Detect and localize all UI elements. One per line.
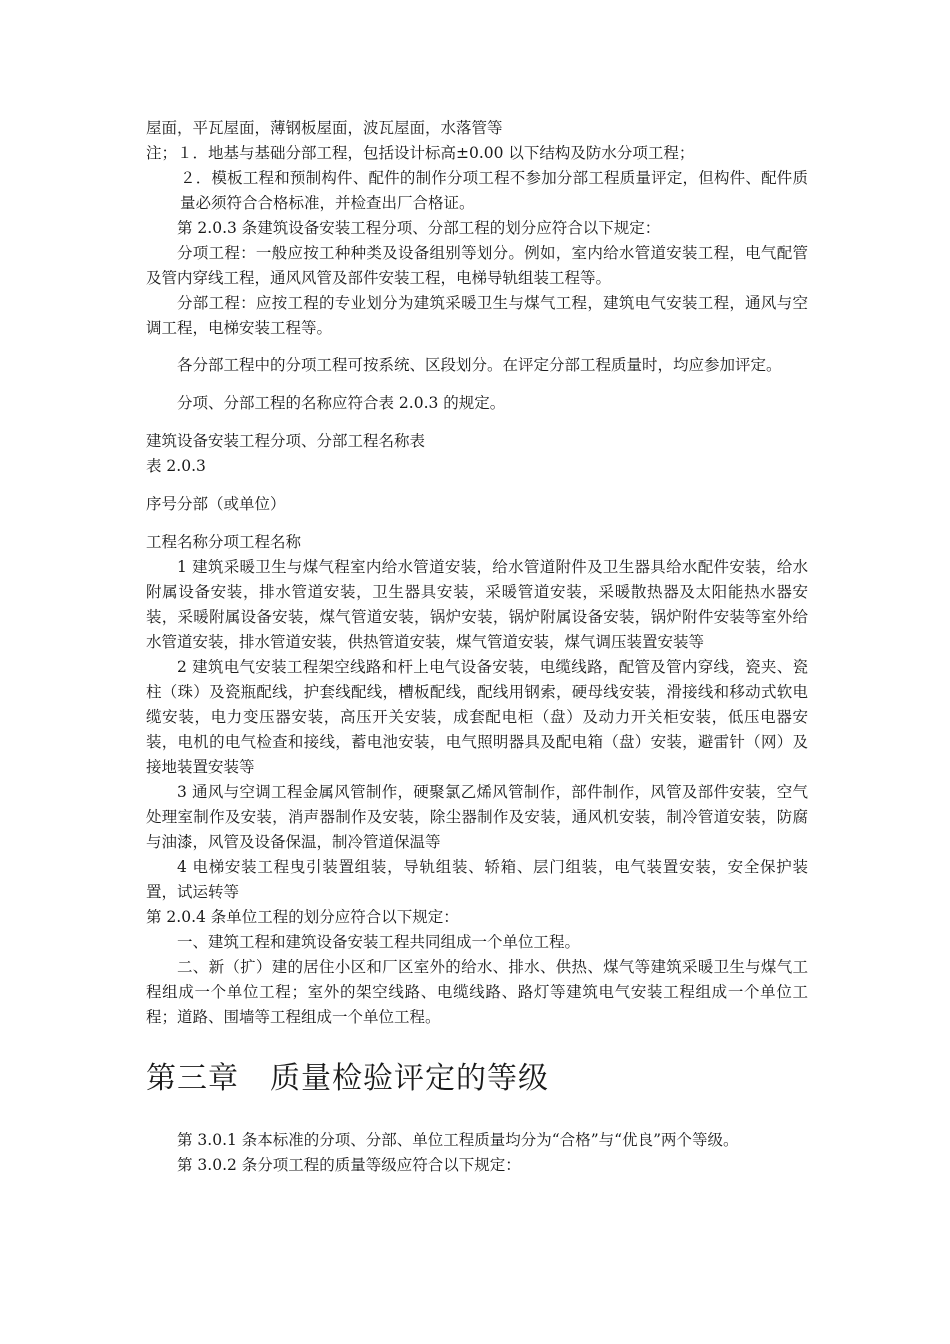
table-row-1: 1 建筑采暖卫生与煤气程室内给水管道安装，给水管道附件及卫生器具给水配件安装，给水附属设备安装，排水管道安装，卫生器具安装，采暖管道安装，采暖散热器及太阳能热水器安装，采暖附属设备安装，煤气管道安装，锅炉安装，锅炉附属设备安装，锅炉附件安装等室外给水管道安装，排水管道安装，供热管道安装，煤气管道安装，煤气调压装置安装等 [146, 558, 808, 651]
table-header-1: 序号分部（或单位） [146, 495, 286, 513]
note-1: 注；１．地基与基础分部工程，包括设计标高±0.00 以下结构及防水分项工程； [146, 144, 695, 162]
note-2 [146, 166, 808, 216]
article-2-0-4: 第 2.0.4 条单位工程的划分应符合以下规定： [146, 908, 459, 926]
rule-2: 二、新（扩）建的居住小区和厂区室外的给水、排水、供热、煤气等建筑采暖卫生与煤气工程组成一个单位工程；室外的架空线路、电缆线路、路灯等建筑电气安装工程组成一个单位工程；道路、围墙等工程组成一个单位工程。 [146, 958, 808, 1026]
article-3-0-2: 第 3.0.2 条分项工程的质量等级应符合以下规定： [177, 1156, 521, 1174]
article-3-0-1: 第 3.0.1 条本标准的分项、分部、单位工程质量均分为“合格”与“优良”两个等级。 [177, 1131, 739, 1149]
table-row-2: 2 建筑电气安装工程架空线路和杆上电气设备安装，电缆线路，配管及管内穿线，瓷夹、瓷柱（珠）及瓷瓶配线，护套线配线，槽板配线，配线用钢索，硬母线安装，滑接线和移动式软电缆安装，电力变压器安装，高压开关安装，成套配电柜（盘）及动力开关柜安装，低压电器安装，电机的电气检查和接线，蓄电池安装，电气照明器具及配电箱（盘）安装，避雷针（网）及接地装置安装等 [146, 658, 808, 776]
paragraph-table-ref: 分项、分部工程的名称应符合表 2.0.3 的规定。 [177, 394, 506, 412]
paragraph-subsection-def: 分部工程：应按工程的专业划分为建筑采暖卫生与煤气工程，建筑电气安装工程，通风与空调工程，电梯安装工程等。 [146, 294, 808, 337]
note-2-text: ２．模板工程和预制构件、配件的制作分项工程不参加分部工程质量评定，但构件、配件质量必须符合合格标准，并检查出厂合格证。 [180, 169, 808, 212]
paragraph-roof-items: 屋面，平瓦屋面，薄钢板屋面，波瓦屋面，水落管等 [146, 119, 503, 137]
table-number: 表 2.0.3 [146, 457, 206, 475]
document-page [146, 116, 808, 1178]
table-row-4: 4 电梯安装工程曳引装置组装，导轨组装、轿箱、层门组装，电气装置安装，安全保护装置，试运转等 [146, 858, 808, 901]
paragraph-system-division: 各分部工程中的分项工程可按系统、区段划分。在评定分部工程质量时，均应参加评定。 [177, 356, 782, 374]
table-header-2: 工程名称分项工程名称 [146, 533, 302, 551]
article-2-0-3: 第 2.0.3 条建筑设备安装工程分项、分部工程的划分应符合以下规定： [177, 219, 661, 237]
paragraph-subitem-def: 分项工程：一般应按工种种类及设备组别等划分。例如，室内给水管道安装工程，电气配管及管内穿线工程，通风风管及部件安装工程，电梯导轨组装工程等。 [146, 244, 808, 287]
table-row-3: 3 通风与空调工程金属风管制作，硬聚氯乙烯风管制作，部件制作，风管及部件安装，空气处理室制作及安装，消声器制作及安装，除尘器制作及安装，通风机安装，制冷管道安装，防腐与油漆，风管及设备保温，制冷管道保温等 [146, 783, 808, 851]
chapter-title: 第三章 质量检验评定的等级 [146, 1061, 549, 1096]
table-title: 建筑设备安装工程分项、分部工程名称表 [146, 432, 426, 450]
rule-1: 一、建筑工程和建筑设备安装工程共同组成一个单位工程。 [177, 933, 581, 951]
